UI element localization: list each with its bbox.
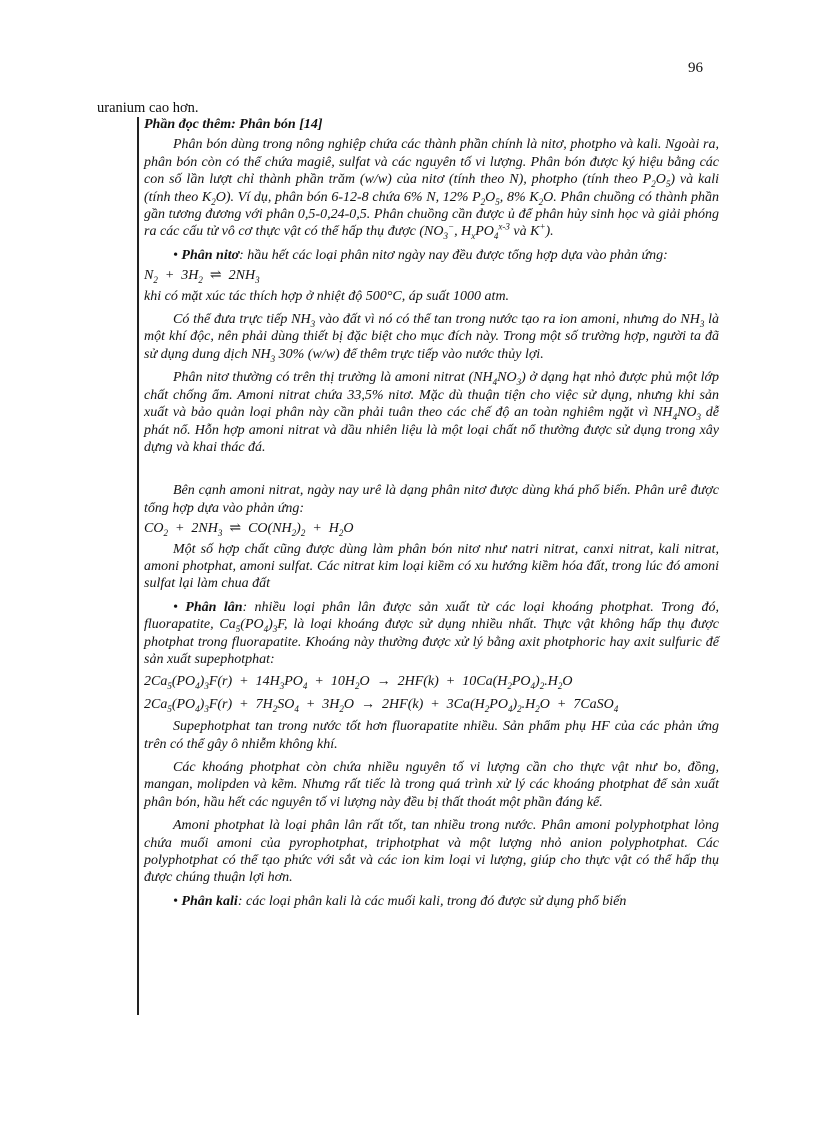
potash-label: Phân kali	[181, 893, 238, 909]
paragraph-nh3: Có thể đưa trực tiếp $NH_3$ vào đất vì nó có thể tan trong nước tạo ra ion amoni, nhưng do $NH_3$ là một khí độc, nên phải dùng thiết bị đặc biệt cho mục đích này. Trong một số trường hợp, người ta đã sử dụng dung dịch $NH_3$ 30% (w/w) để thêm trực tiếp vào nước thủy lợi.	[144, 312, 719, 364]
phosphate-intro: : nhiều loại phân lân được sản xuất từ các loại khoáng photphat. Trong đó, fluorapatite, $Ca_5(PO_4)_3F$, là loại khoáng được sử dụng nhiều nhất. Thực vật không hấp thụ được photphat trong fluorapatite. Khoáng này thường được xử lý bằng axit photphoric hay axit sulfuric để sản xuất supephotphat:	[144, 599, 719, 667]
phosphate-label: Phân lân	[185, 599, 243, 615]
potash-intro: : các loại phân kali là các muối kali, trong đó được sử dụng phổ biến	[237, 893, 627, 909]
equation-urea: $CO_2 + 2NH_3$ ⇌ $CO(NH_2)_2 + H_2O$	[144, 521, 354, 538]
paragraph-trace-elements: Các khoáng photphat còn chứa nhiều nguyên tố vi lượng cần cho thực vật như bo, đồng, mangan, molipden và kẽm. Nhưng rất tiếc là trong quá trình xử lý các khoáng photphat để sản xuất phân bón, hầu hết các nguyên tố vi lượng này đều bị thất thoát một phần đáng kể.	[144, 760, 719, 810]
nitrogen-label: Phân nitơ	[181, 247, 240, 263]
continued-text: uranium cao hơn.	[97, 100, 199, 116]
equation-sulfuric: $2Ca_5(PO_4)_3F(r) + 7H_2SO_4 + 3H_2O \to 2HF(k) + 3Ca(H_2PO_4)_2.H_2O$ + 7CaSO$_4$	[144, 696, 619, 714]
paragraph-other-nitrogen: Một số hợp chất cũng được dùng làm phân bón nitơ như natri nitrat, canxi nitrat, kali nitrat, amoni photphat, amoni sulfat. Các nitrat kim loại kiềm có xu hướng kiềm hóa đất, trong lúc đó amoni sulfat lại làm chua đất	[144, 541, 719, 592]
reading-box	[144, 116, 719, 910]
equation-condition: khi có mặt xúc tác thích hợp ở nhiệt độ 500°C, áp suất 1000 atm.	[144, 288, 510, 304]
page-number: 96	[688, 60, 703, 76]
phosphate-paragraph: • Phân lân: nhiều loại phân lân được sản xuất từ các loại khoáng photphat. Trong đó, fluorapatite, $Ca_5(PO_4)_3F$, là loại khoáng được sử dụng nhiều nhất. Thực vật không hấp thụ được photphat trong fluorapatite. Khoáng này thường được xử lý bằng axit photphoric hay axit sulfuric để sản xuất supephotphat:	[144, 599, 719, 667]
paragraph-intro: Phân bón dùng trong nông nghiệp chứa các thành phần chính là nitơ, photpho và kali. Ngoài ra, phân bón còn có thể chứa magiê, sulfat và các nguyên tố vi lượng. Phân bón được ký hiệu bằng các con số lần lượt chỉ thành phần trăm (w/w) của nitơ (tính theo N), photpho (tính theo $P_2O_5$) và kali (tính theo $K_2O$). Ví dụ, phân bón 6-12-8 chứa 6% N, 12% $P_2O_5$, 8% $K_2O$. Phân chuồng có thành phần gần tương đương với phân 0,5-0,24-0,5. Phân chuồng cần được ủ để phân hủy sinh học và giải phóng ra các cấu tử vô cơ thực vật có thể hấp thụ được ($NO_3^-$, $H_xPO_4^{x-3}$ và K+).	[144, 137, 720, 242]
section-heading: Phần đọc thêm: Phân bón [14]	[144, 117, 323, 132]
paragraph-superphosphate: Supephotphat tan trong nước tốt hơn fluorapatite nhiều. Sản phẩm phụ HF của các phản ứng trên có thể gây ô nhiễm không khí.	[144, 719, 719, 752]
paragraph-ammonium-phosphate: Amoni photphat là loại phân lân rất tốt, tan nhiều trong nước. Phân amoni polyphotphat lỏng chứa muối amoni của pyrophotphat, triphotphat và một lượng nhỏ anion polyphotphat. Các polyphotphat có thể tạo phức với sắt và các ion kim loại vi lượng, giúp cho thực vật có thể hấp thụ được chúng thuận lợi hơn.	[144, 818, 719, 886]
sidebar-rule	[137, 117, 139, 1015]
paragraph-urea: Bên cạnh amoni nitrat, ngày nay urê là dạng phân nitơ được dùng khá phổ biến. Phân urê được tổng hợp dựa vào phản ứng:	[144, 483, 719, 516]
equation-phosphoric: $2Ca_5(PO_4)_3F(r) + 14H_3PO_4 + 10H_2O \to 2HF(k) + 10Ca(H_2PO_4)_2.H_2O$	[144, 674, 573, 692]
nitrogen-intro: : hầu hết các loại phân nitơ ngày nay đều được tổng hợp dựa vào phản ứng:	[239, 247, 668, 263]
potash-paragraph: • Phân kali: các loại phân kali là các muối kali, trong đó được sử dụng phổ biến	[173, 893, 627, 909]
paragraph-ammonium-nitrate: Phân nitơ thường có trên thị trường là amoni nitrat $(NH_4NO_3)$ ở dạng hạt nhỏ được phủ một lớp chất chống ẩm. Amoni nitrat chứa 33,5% nitơ. Mặc dù thuận tiện cho việc sử dụng, nhưng khi sản xuất và bảo quản loại phân này cần phải tuân theo các chế độ an toàn nghiêm ngặt vì $NH_4NO_3$ dễ phát nổ. Hỗn hợp amoni nitrat và dầu nhiên liệu là một loại chất nổ thường được sử dụng trong xây dựng và khai thác đá.	[144, 370, 720, 455]
equation-ammonia: $N_2 + 3H_2$ ⇌ $2NH_3$	[144, 268, 260, 286]
nitrogen-paragraph: • Phân nitơ: hầu hết các loại phân nitơ ngày nay đều được tổng hợp dựa vào phản ứng:	[173, 247, 668, 263]
